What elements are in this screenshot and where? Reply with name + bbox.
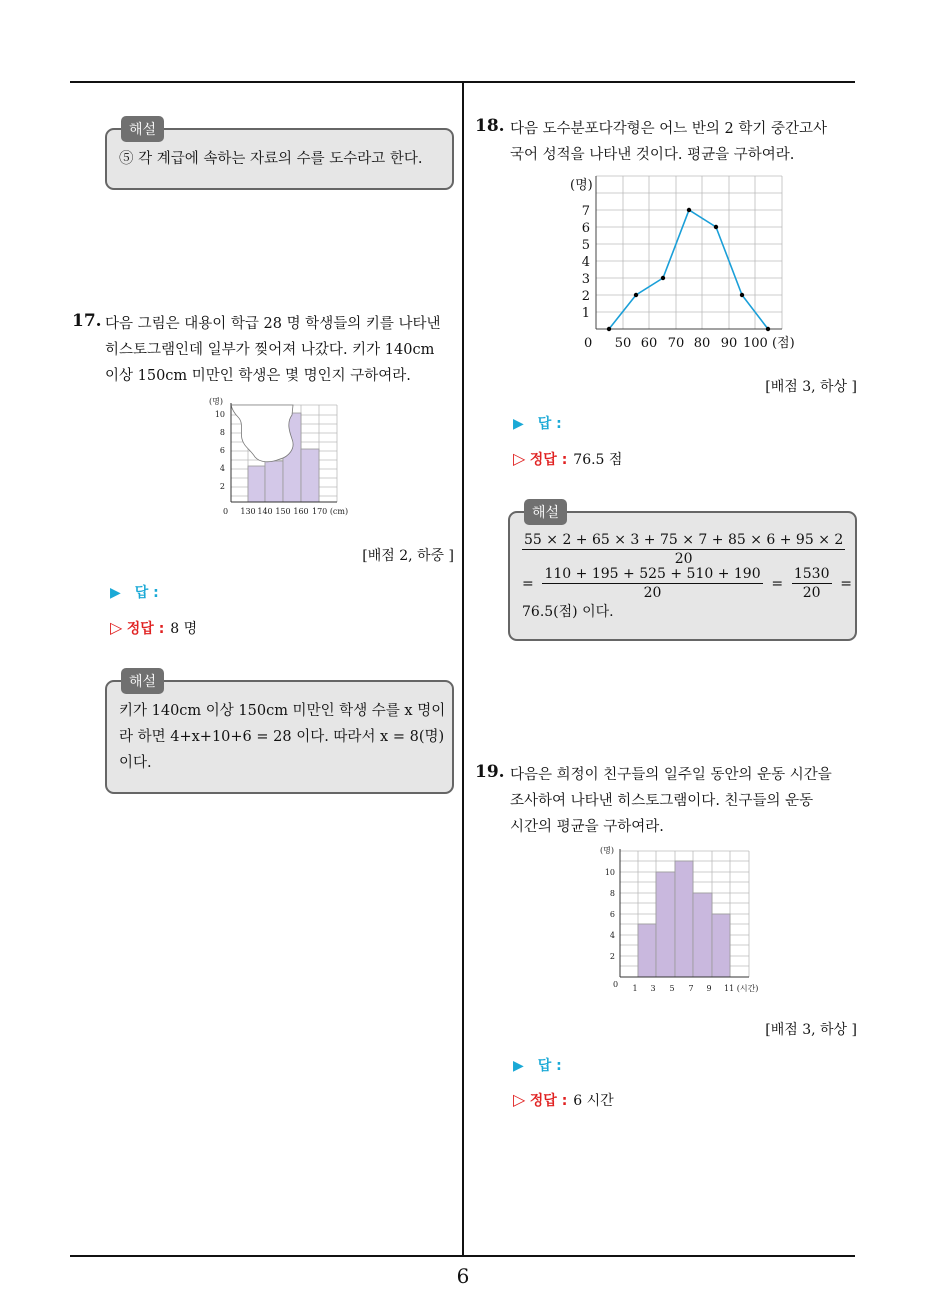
y-tick: 8 <box>219 428 225 437</box>
fraction-denominator: 20 <box>643 585 662 601</box>
y-tick: 10 <box>604 868 615 877</box>
x-tick: 160 <box>293 507 309 516</box>
y-tick: 8 <box>609 889 615 898</box>
explanation-tag: 해설 <box>121 668 164 694</box>
explanation-box-16 <box>105 122 454 190</box>
play-icon: ▶ <box>110 585 121 601</box>
fraction-1 <box>522 531 845 568</box>
y-tick: 7 <box>581 204 590 219</box>
fraction-2 <box>542 565 762 602</box>
correct-value: 76.5 점 <box>573 452 623 468</box>
frequency-polygon-line <box>609 210 768 329</box>
triangle-icon: ▷ <box>513 1090 526 1109</box>
explanation-box-18 <box>508 505 857 641</box>
fraction-denominator: 20 <box>674 551 693 567</box>
y-tick: 6 <box>609 910 615 919</box>
data-point <box>661 276 665 280</box>
score-19: [배점 3, 하상 ] <box>765 1022 857 1038</box>
explanation-line: 이다. <box>119 755 152 771</box>
bar-3-5 <box>638 924 656 977</box>
x-tick: 7 <box>688 984 694 993</box>
x-tick: 100 (점) <box>743 336 795 351</box>
data-point <box>607 327 611 331</box>
x-tick: 5 <box>669 984 675 993</box>
correct-value: 8 명 <box>170 621 198 637</box>
y-tick: 3 <box>581 272 590 287</box>
y-tick: 5 <box>581 238 590 253</box>
explanation-tag: 해설 <box>524 499 567 525</box>
x-tick: 70 <box>667 336 685 351</box>
origin-label: 0 <box>584 336 593 351</box>
equals-sign: = <box>771 575 784 592</box>
bottom-rule <box>70 1255 855 1257</box>
question-line: 국어 성적을 나타낸 것이다. 평균을 구하여라. <box>510 147 795 163</box>
score-17: [배점 2, 하중 ] <box>362 548 454 564</box>
bars <box>638 861 730 977</box>
question-number-17: 17. <box>72 311 102 331</box>
triangle-icon: ▷ <box>110 618 123 637</box>
bar-7-9 <box>675 861 693 977</box>
data-point <box>740 293 744 297</box>
question-line: 다음 도수분포다각형은 어느 반의 2 학기 중간고사 <box>510 121 828 137</box>
bar-160-170 <box>301 449 319 502</box>
x-tick: 80 <box>693 336 711 351</box>
x-tick: 140 <box>257 507 273 516</box>
explanation-result: 76.5(점) 이다. <box>522 604 614 620</box>
data-point <box>634 293 638 297</box>
bar-140-150 <box>265 461 283 502</box>
correct-value: 6 시간 <box>573 1093 614 1109</box>
y-axis-label: (명) <box>209 397 223 406</box>
equals-sign: = <box>840 575 852 592</box>
column-divider <box>462 83 464 1257</box>
x-tick: 60 <box>640 336 658 351</box>
x-tick: 50 <box>614 336 632 351</box>
fraction-numerator: 55 × 2 + 65 × 3 + 75 × 7 + 85 × 6 + 95 × 2 <box>524 532 844 548</box>
y-tick: 2 <box>219 482 225 491</box>
question-line: 다음 그림은 대용이 학급 28 명 학생들의 키를 나타낸 <box>105 316 441 332</box>
x-tick: 11 (시간) <box>724 984 759 993</box>
play-icon: ▶ <box>513 1058 524 1074</box>
origin-label: 0 <box>223 507 229 516</box>
question-line: 조사하여 나타낸 히스토그램이다. 친구들의 운동 <box>510 793 814 809</box>
explanation-math <box>522 531 845 568</box>
data-point <box>714 225 718 229</box>
y-tick: 6 <box>219 446 225 455</box>
correct-answer-19 <box>513 1090 614 1110</box>
page-number: 6 <box>456 1264 470 1288</box>
explanation-text: ⑤ 각 계급에 속하는 자료의 수를 도수라고 한다. <box>119 151 423 167</box>
fraction-3 <box>792 565 832 602</box>
correct-answer-17 <box>110 618 197 638</box>
x-tick: 90 <box>720 336 738 351</box>
explanation-line: 라 하면 4+x+10+6 = 28 이다. 따라서 x = 8(명) <box>119 729 445 745</box>
answer-label: 답 : <box>134 585 159 601</box>
answer-label: 답 : <box>537 1058 562 1074</box>
y-tick: 4 <box>219 464 225 473</box>
correct-answer-18 <box>513 449 622 469</box>
fraction-denominator: 20 <box>802 585 821 601</box>
triangle-icon: ▷ <box>513 449 526 468</box>
frequency-polygon-q18 <box>566 172 806 354</box>
correct-label: 정답 : <box>126 621 165 637</box>
x-tick: 1 <box>632 984 638 993</box>
answer-line-17 <box>110 582 159 602</box>
explanation-line: 키가 140cm 이상 150cm 미만인 학생 수를 x 명이 <box>119 703 446 719</box>
grid <box>596 176 782 329</box>
question-number-18: 18. <box>475 116 505 136</box>
question-text-19 <box>510 762 832 840</box>
explanation-tag: 해설 <box>121 116 164 142</box>
answer-line-19 <box>513 1055 562 1075</box>
question-number-19: 19. <box>475 762 505 782</box>
bar-130-140 <box>248 466 265 502</box>
answer-line-18 <box>513 413 562 433</box>
correct-label: 정답 : <box>529 1093 568 1109</box>
correct-label: 정답 : <box>529 452 568 468</box>
y-tick: 10 <box>214 410 225 419</box>
bar-9-11 <box>693 893 712 977</box>
equals-sign: = <box>522 575 534 592</box>
x-tick: 170 (cm) <box>312 507 349 516</box>
histogram-q19 <box>595 845 775 997</box>
x-tick: 9 <box>706 984 712 993</box>
play-icon: ▶ <box>513 416 524 432</box>
question-line: 히스토그램인데 일부가 찢어져 나갔다. 키가 140cm <box>105 342 435 358</box>
y-tick: 4 <box>581 255 590 270</box>
question-line: 시간의 평균을 구하여라. <box>510 819 664 835</box>
y-tick: 6 <box>581 221 590 236</box>
question-line: 다음은 희정이 친구들의 일주일 동안의 운동 시간을 <box>510 767 832 783</box>
x-tick: 150 <box>275 507 291 516</box>
answer-label: 답 : <box>537 416 562 432</box>
bar-5-7 <box>656 872 675 977</box>
data-point <box>766 327 770 331</box>
y-tick: 2 <box>581 289 590 304</box>
data-point <box>687 208 691 212</box>
question-text-17 <box>105 311 440 389</box>
origin-label: 0 <box>613 980 619 989</box>
y-tick: 4 <box>609 931 615 940</box>
fraction-numerator: 110 + 195 + 525 + 510 + 190 <box>544 566 761 582</box>
explanation-math-row <box>522 565 852 602</box>
explanation-text <box>119 698 445 776</box>
y-axis-label: (명) <box>570 178 593 193</box>
question-text-18 <box>510 116 827 168</box>
y-tick: 1 <box>581 306 590 321</box>
explanation-box-17 <box>105 674 454 794</box>
x-tick: 3 <box>650 984 656 993</box>
question-line: 이상 150cm 미만인 학생은 몇 명인지 구하여라. <box>105 368 411 384</box>
score-18: [배점 3, 하상 ] <box>765 379 857 395</box>
fraction-numerator: 1530 <box>793 566 830 582</box>
y-axis-label: (명) <box>600 846 614 855</box>
histogram-q17 <box>200 393 360 521</box>
y-tick: 2 <box>609 952 615 961</box>
x-tick: 130 <box>240 507 256 516</box>
bar-11-13 <box>712 914 730 977</box>
